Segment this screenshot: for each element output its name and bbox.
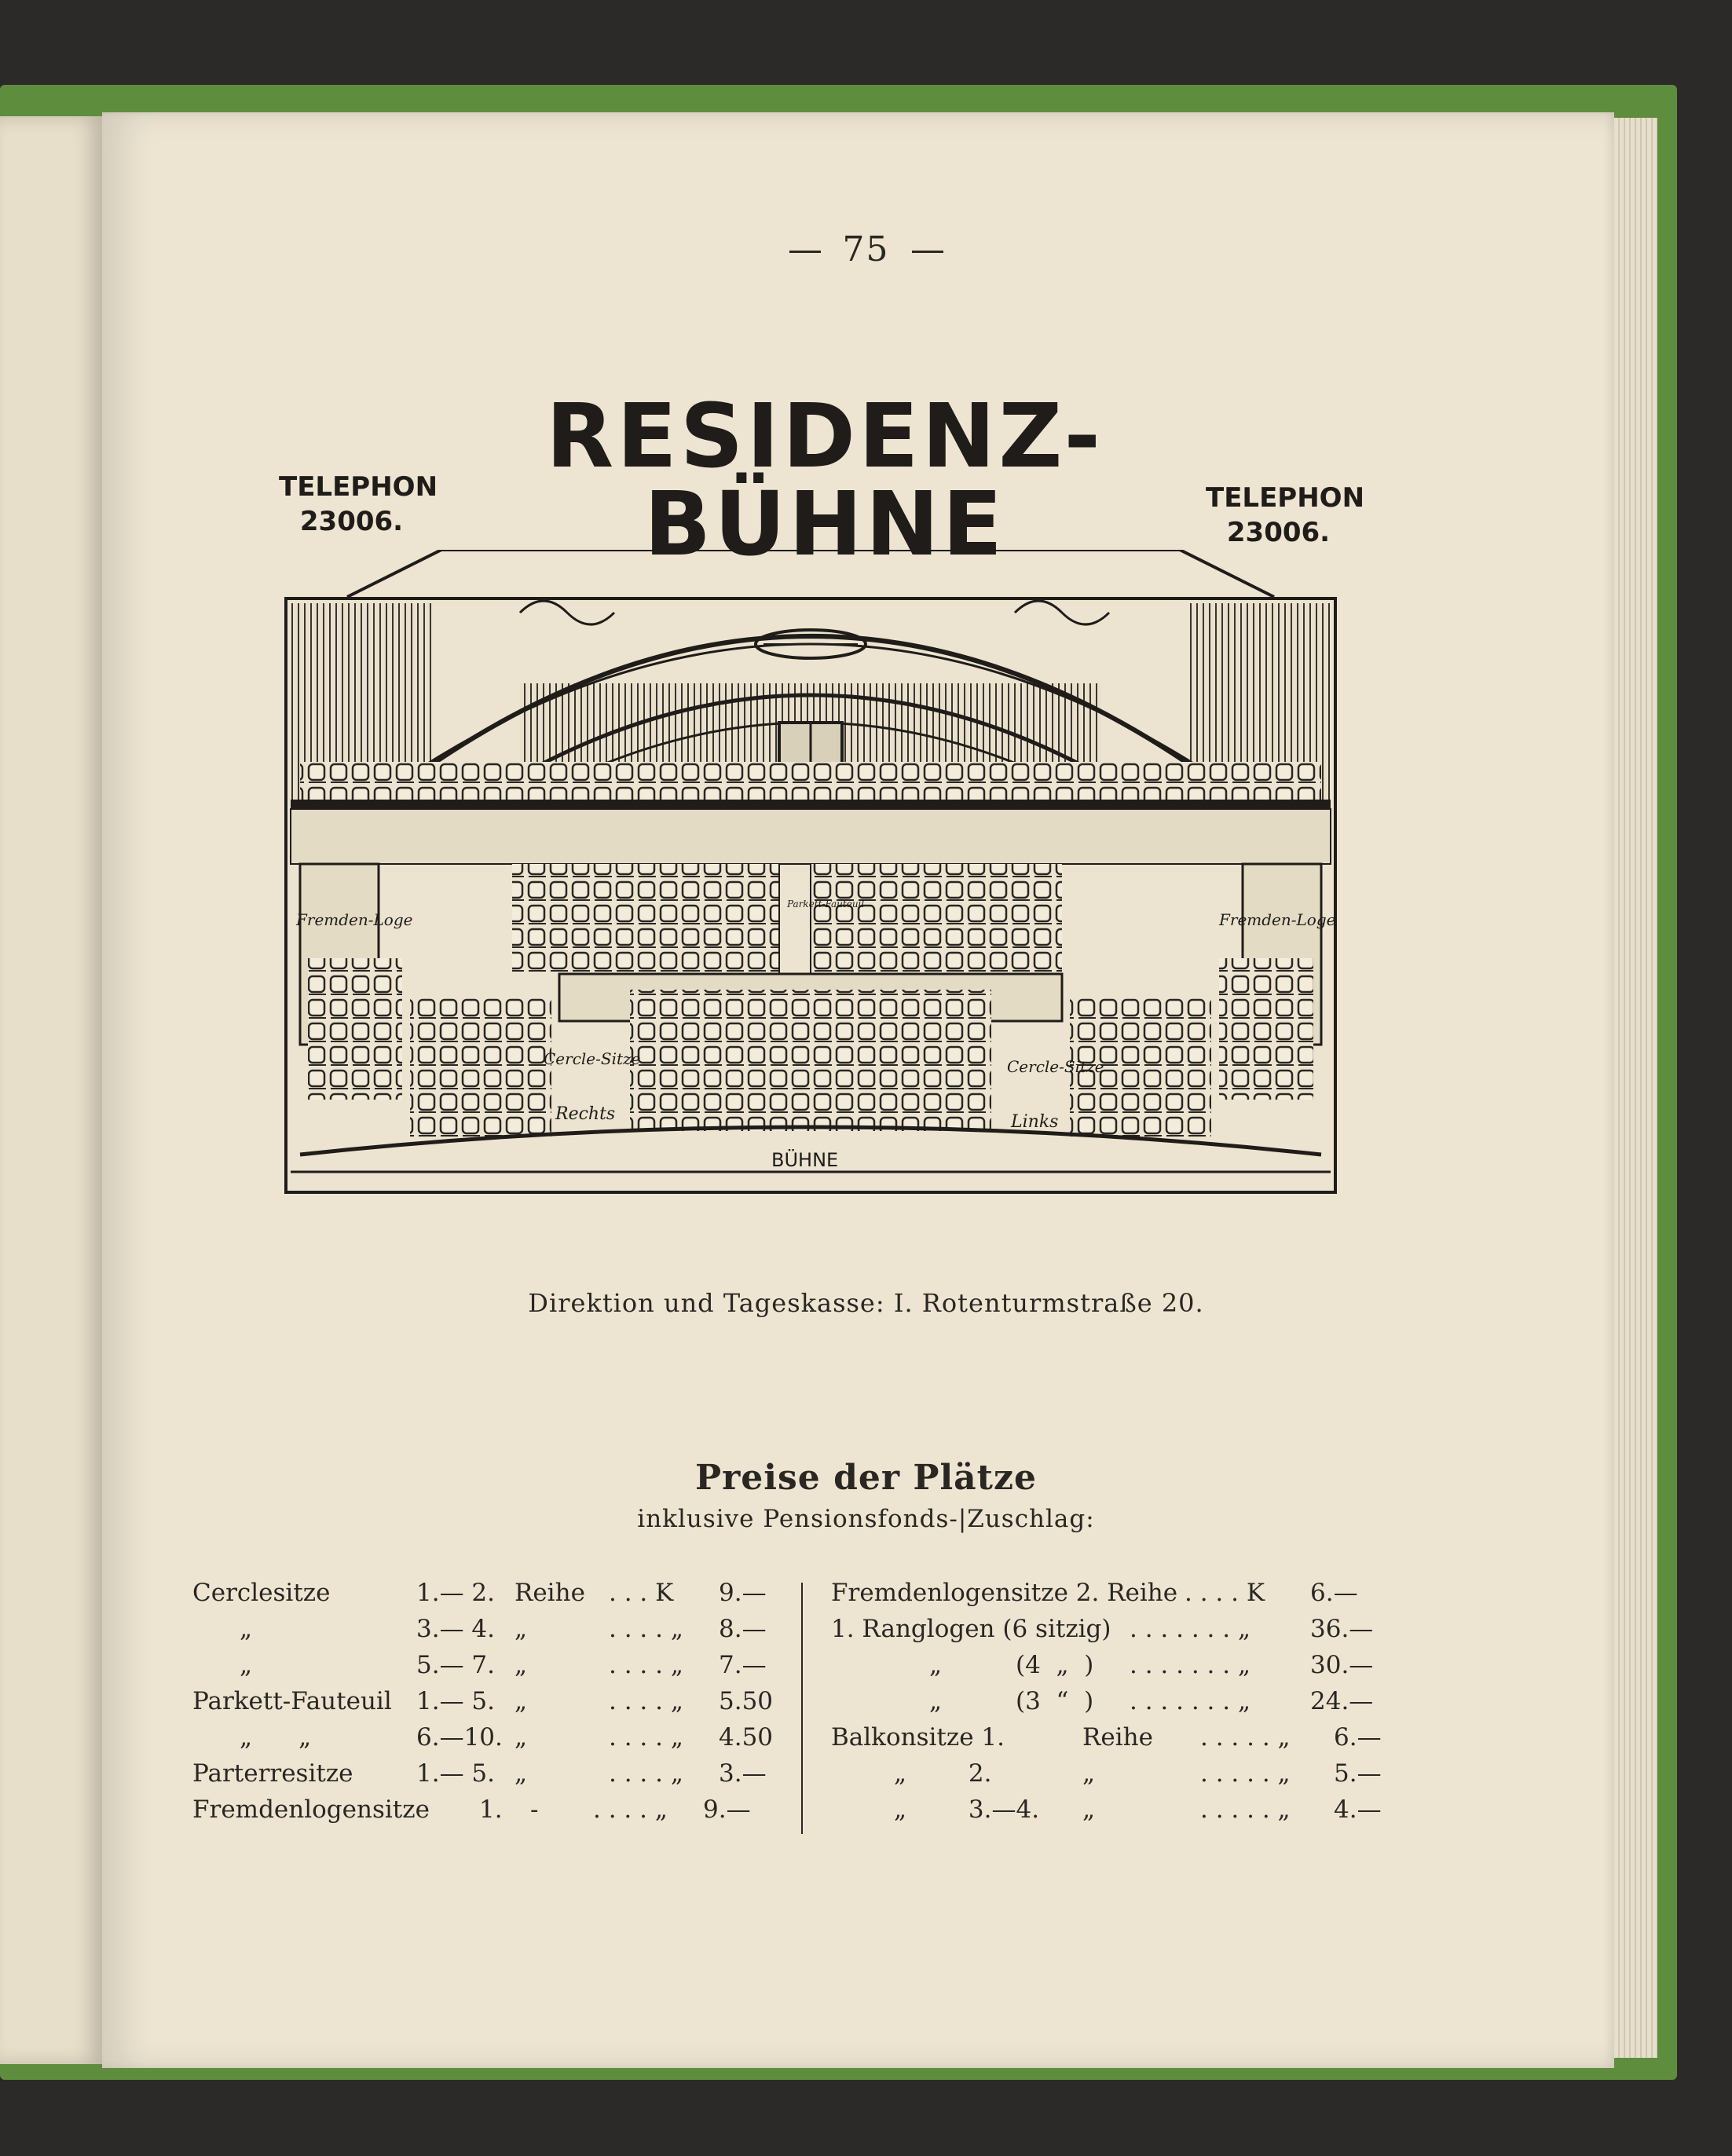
price: 9.—	[719, 1579, 767, 1607]
row-range: 1.— 5.	[416, 1687, 496, 1715]
telephone-right-label: TELEPHON	[1206, 482, 1365, 514]
price: 36.—	[1310, 1615, 1374, 1643]
price: 4.50	[719, 1723, 774, 1752]
price: 6.—	[1334, 1723, 1382, 1752]
leader-dots: . . . . „	[609, 1615, 683, 1643]
row-range: 1.	[479, 1795, 503, 1824]
row-word: -	[530, 1795, 539, 1824]
leader-dots: . . . . „	[609, 1687, 683, 1715]
leader-dots: . . . . „	[593, 1795, 668, 1824]
leader-dots: . . . . . . . „	[1130, 1687, 1251, 1715]
seat-category: Balkonsitze 1.	[831, 1723, 1005, 1752]
price-row	[192, 1579, 789, 1615]
seat-category: Fremdenlogensitze 2. Reihe	[831, 1579, 1178, 1607]
row-range: 1.— 5.	[416, 1759, 496, 1788]
seat-category: „	[929, 1651, 943, 1679]
seat-category: 1. Ranglogen (6 sitzig)	[831, 1615, 1111, 1643]
leader-dots: . . . . „	[609, 1759, 683, 1788]
seat-category: „	[929, 1687, 943, 1715]
row-word: „	[514, 1723, 528, 1752]
column-divider	[801, 1583, 803, 1834]
label-parkett: Parkett-Fauteuil	[787, 899, 865, 910]
seat-detail: Reihe	[1082, 1723, 1153, 1752]
price-row	[831, 1687, 1420, 1723]
price: 4.—	[1334, 1795, 1382, 1824]
leader-dots: . . . K	[609, 1579, 674, 1607]
price-row	[831, 1615, 1420, 1651]
price-row	[192, 1723, 789, 1759]
seating-plan-svg	[284, 550, 1337, 1194]
seat-category: Parterresitze	[192, 1759, 353, 1788]
row-range: 3.— 4.	[416, 1615, 496, 1643]
price-row	[192, 1795, 789, 1832]
seat-category: „ „	[240, 1723, 312, 1752]
label-left-box: Fremden-Loge	[296, 910, 413, 929]
row-word: Reihe	[514, 1579, 585, 1607]
leader-dots: . . . . K	[1185, 1579, 1265, 1607]
left-page	[0, 116, 102, 2064]
telephone-left	[279, 470, 438, 539]
row-word: „	[514, 1615, 528, 1643]
price: 7.—	[719, 1651, 767, 1679]
price-row	[831, 1795, 1420, 1832]
price-row	[192, 1687, 789, 1723]
seat-detail: „	[1082, 1759, 1096, 1788]
telephone-right-number: 23006.	[1226, 517, 1331, 548]
leader-dots: . . . . . . . „	[1130, 1615, 1251, 1643]
price-row	[831, 1579, 1420, 1615]
seat-category: Parkett-Fauteuil	[192, 1687, 392, 1715]
address-line: Direktion und Tageskasse: I. Rotenturmstraße 20.	[528, 1288, 1204, 1318]
price-row	[192, 1759, 789, 1795]
price-table-left	[192, 1579, 789, 1832]
leader-dots: . . . . . „	[1200, 1795, 1291, 1824]
seat-category: „	[240, 1615, 253, 1643]
row-word: „	[514, 1759, 528, 1788]
leader-dots: . . . . . „	[1200, 1723, 1291, 1752]
label-links: Links	[1011, 1112, 1059, 1132]
seat-category: Cerclesitze	[192, 1579, 331, 1607]
row-range: 1.— 2.	[416, 1579, 496, 1607]
leader-dots: . . . . . . . „	[1130, 1651, 1251, 1679]
seat-category: „	[240, 1651, 253, 1679]
seat-detail: (4 „ )	[1016, 1651, 1094, 1679]
leader-dots: . . . . „	[609, 1723, 683, 1752]
seat-category: „ 2.	[894, 1759, 992, 1788]
telephone-right	[1206, 481, 1365, 550]
seat-detail: „	[1082, 1795, 1096, 1824]
row-word: „	[514, 1651, 528, 1679]
row-range: 5.— 7.	[416, 1651, 496, 1679]
prices-title: Preise der Plätze	[695, 1458, 1037, 1498]
price: 6.—	[1310, 1579, 1358, 1607]
price: 3.—	[719, 1759, 767, 1788]
price: 5.—	[1334, 1759, 1382, 1788]
price-row	[831, 1723, 1420, 1759]
price-table-right	[831, 1579, 1420, 1832]
label-stage: BÜHNE	[771, 1149, 839, 1171]
theatre-headline: RESIDENZ-BÜHNE	[545, 386, 1104, 576]
row-word: „	[514, 1687, 528, 1715]
leader-dots: . . . . „	[609, 1651, 683, 1679]
price: 5.50	[719, 1687, 774, 1715]
leader-dots: . . . . . „	[1200, 1759, 1291, 1788]
telephone-left-label: TELEPHON	[279, 471, 438, 503]
price-row	[831, 1759, 1420, 1795]
label-right-box: Fremden-Loge	[1219, 910, 1336, 929]
telephone-left-number: 23006.	[299, 506, 404, 537]
price-row	[192, 1615, 789, 1651]
label-circle-left: Cercle-Sitze	[544, 1049, 641, 1068]
seat-detail: (3 “ )	[1016, 1687, 1094, 1715]
page-edges	[1614, 118, 1657, 2058]
label-circle-right: Cercle-Sitze	[1007, 1057, 1104, 1076]
price-row	[831, 1651, 1420, 1687]
label-rechts: Rechts	[555, 1104, 616, 1124]
page-number: 75	[0, 229, 1732, 269]
price-row	[192, 1651, 789, 1687]
prices-subtitle: inklusive Pensionsfonds-|Zuschlag:	[637, 1505, 1095, 1533]
seating-plan-illustration	[284, 550, 1337, 1194]
price: 9.—	[703, 1795, 751, 1824]
price: 24.—	[1310, 1687, 1374, 1715]
seat-category: „ 3.—4.	[894, 1795, 1040, 1824]
row-range: 6.—10.	[416, 1723, 503, 1752]
price: 8.—	[719, 1615, 767, 1643]
seat-category: Fremdenlogensitze	[192, 1795, 430, 1824]
price: 30.—	[1310, 1651, 1374, 1679]
